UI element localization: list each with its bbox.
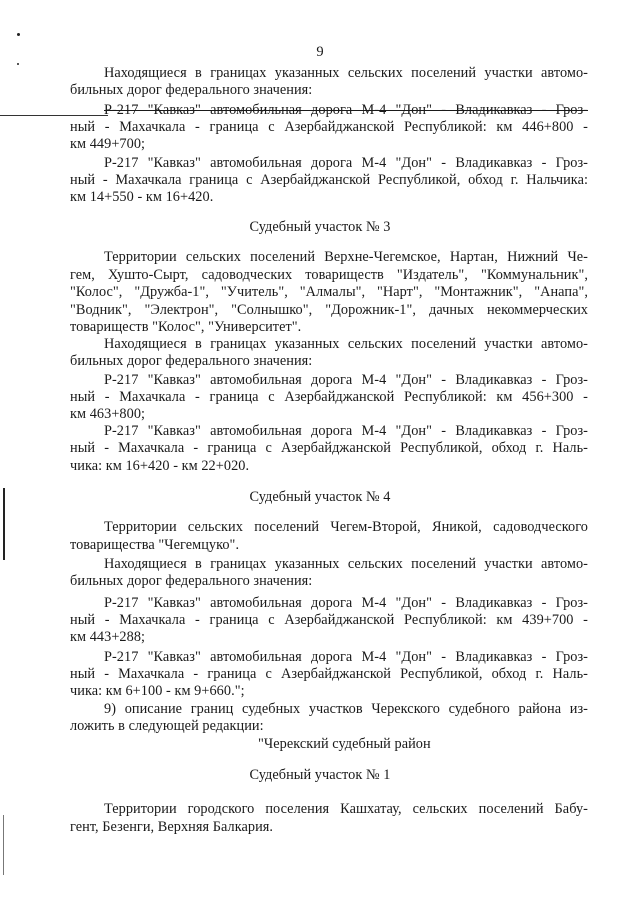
strikethrough-rule (0, 115, 108, 116)
text-line: км 463+800; (70, 406, 146, 422)
text-line: Находящиеся в границах указанных сельских поселений участки автомо- (104, 336, 588, 352)
text-line: км 443+288; (70, 629, 146, 645)
text-line: км 449+700; (70, 136, 146, 152)
text-line: "Водник", "Электрон", "Солнышко", "Дорожник-1", дачных некоммерческих (70, 302, 588, 318)
scan-dot (17, 63, 19, 65)
text-line: бильных дорог федерального значения: (70, 82, 313, 98)
text-line: ложить в следующей редакции: (70, 718, 264, 734)
text-line: Р-217 "Кавказ" автомобильная дорога М-4 "Дон" - Владикавказ - Гроз- (104, 372, 588, 388)
text-line: ный - Махачкала - граница с Азербайджанской Республикой: км 446+800 - (70, 119, 588, 135)
text-line: ный - Махачкала - граница с Азербайджанской Республикой, обход г. Наль- (70, 666, 588, 682)
text-line: товарищества "Чегемцуко". (70, 537, 240, 553)
text-line: чика: км 16+420 - км 22+020. (70, 458, 250, 474)
text-line: Территории сельских поселений Верхне-Чегемское, Нартан, Нижний Че- (104, 249, 588, 265)
text-line: Р-217 "Кавказ" автомобильная дорога М-4 "Дон" - Владикавказ - Гроз- (104, 155, 588, 171)
text-line: Р-217 "Кавказ" автомобильная дорога М-4 "Дон" - Владикавказ - Гроз- (104, 649, 588, 665)
text-line: бильных дорог федерального значения: (70, 573, 313, 589)
text-line: ный - Махачкала - граница с Азербайджанской Республикой, обход г. Наль- (70, 440, 588, 456)
district-heading: "Черекский судебный район (258, 736, 431, 752)
text-line: Территории сельских поселений Чегем-Второй, Яникой, садоводческого (104, 519, 588, 535)
text-line: товариществ "Колос", "Университет". (70, 319, 302, 335)
text-line: ный - Махачкала граница с Азербайджанской Республикой, обход г. Нальчика: (70, 172, 588, 188)
text-line: км 14+550 - км 16+420. (70, 189, 214, 205)
text-line: гент, Безенги, Верхняя Балкария. (70, 819, 274, 835)
section-heading: Судебный участок № 4 (249, 489, 391, 505)
text-line-struck: Р-217 "Кавказ" автомобильная дорога М-4 "Дон" - Владикавказ - Гроз- (104, 102, 588, 118)
text-line: чика: км 6+100 - км 9+660."; (70, 683, 245, 699)
text-line: гем, Хушто-Сырт, садоводческих товариществ "Издатель", "Коммунальник", (70, 267, 588, 283)
text-line: Находящиеся в границах указанных сельских поселений участки автомо- (104, 65, 588, 81)
scan-dot (17, 33, 20, 36)
section-heading: Судебный участок № 1 (249, 767, 391, 783)
page-number: 9 (316, 44, 324, 60)
text-line: бильных дорог федерального значения: (70, 353, 313, 369)
text-line: Р-217 "Кавказ" автомобильная дорога М-4 "Дон" - Владикавказ - Гроз- (104, 423, 588, 439)
section-heading: Судебный участок № 3 (249, 219, 391, 235)
text-line: ный - Махачкала - граница с Азербайджанской Республикой: км 439+700 - (70, 612, 588, 628)
text-line: Р-217 "Кавказ" автомобильная дорога М-4 "Дон" - Владикавказ - Гроз- (104, 595, 588, 611)
text-line: Находящиеся в границах указанных сельских поселений участки автомо- (104, 556, 588, 572)
text-line: Территории городского поселения Кашхатау, сельских поселений Бабу- (104, 801, 588, 817)
text-line: ный - Махачкала - граница с Азербайджанской Республикой: км 456+300 - (70, 389, 588, 405)
text-line: 9) описание границ судебных участков Черекского судебного района из- (104, 701, 588, 717)
binding-mark (3, 815, 4, 875)
text-line: "Колос", "Дружба-1", "Учитель", "Алмалы", "Нарт", "Монтажник", "Анапа", (70, 284, 588, 300)
